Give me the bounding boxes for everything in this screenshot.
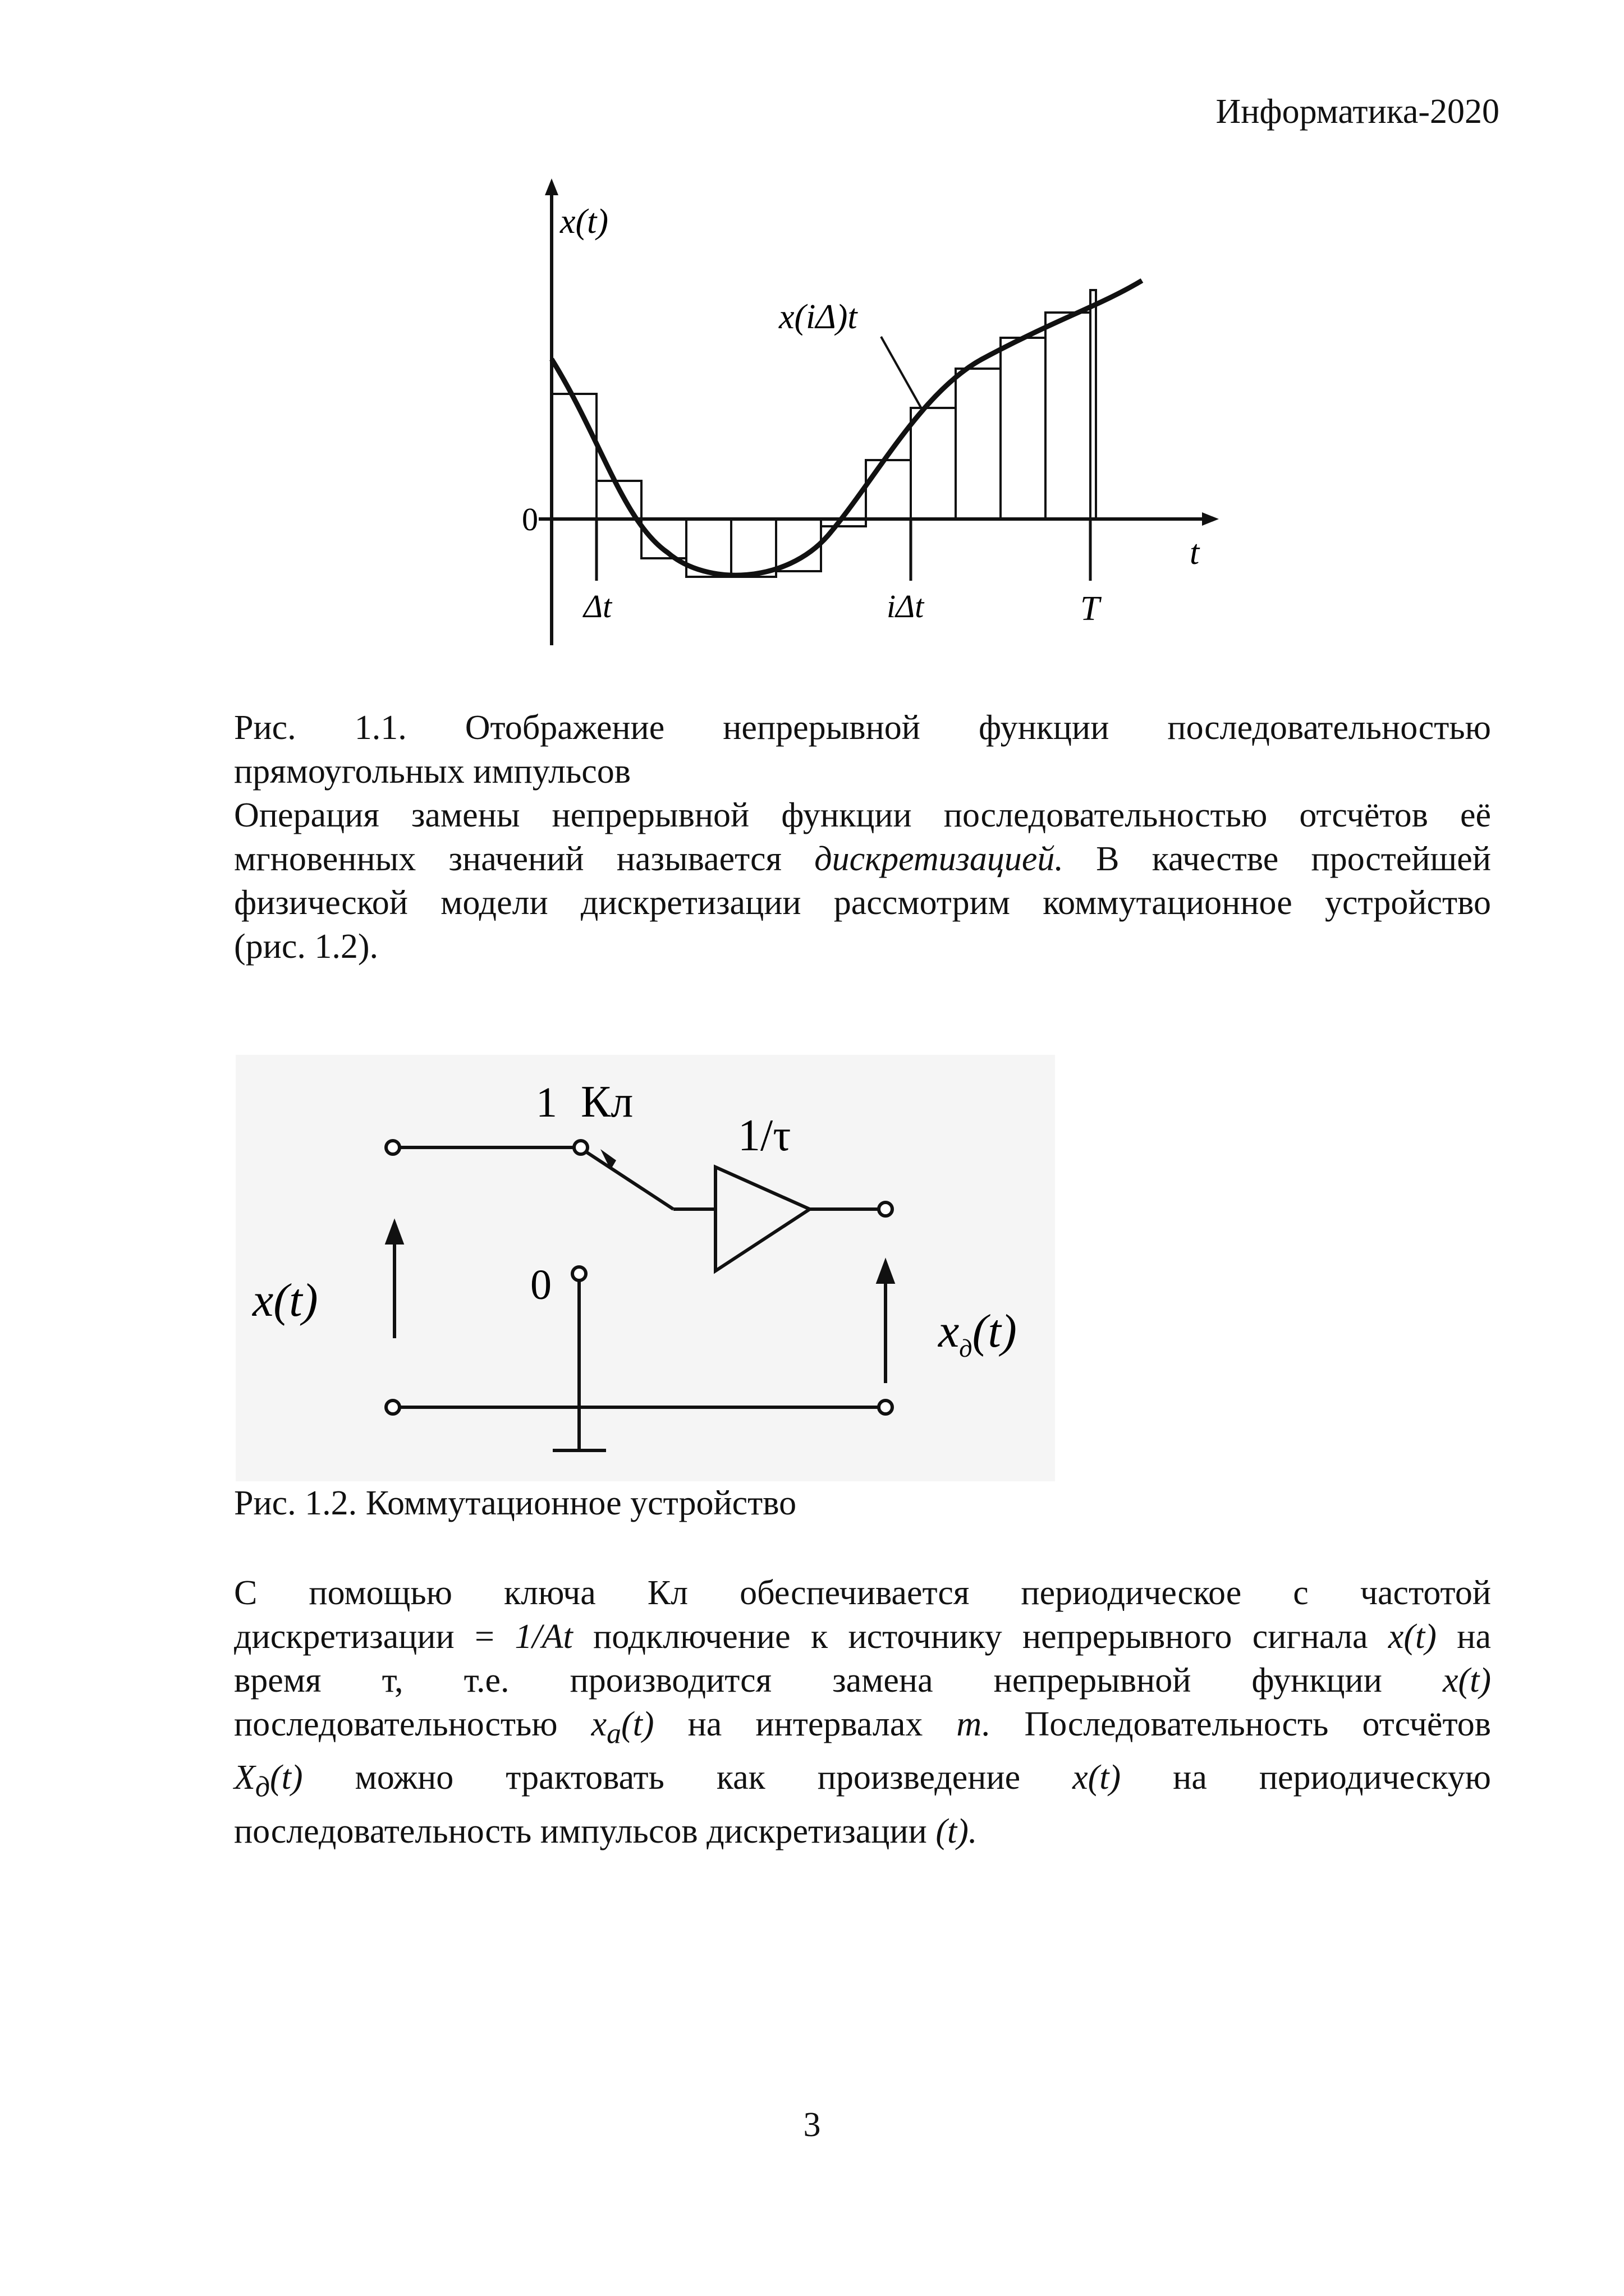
term-discretization: дискретизацией. <box>814 840 1063 878</box>
tick-label-delta-t: Δt <box>584 588 612 624</box>
figure-1-1-sampling-graph <box>505 168 1235 673</box>
page-number: 3 <box>803 2106 821 2144</box>
running-header: Информатика-2020 <box>1215 93 1499 131</box>
paragraph-line: Операция замены непрерывной функции последовательностью отсчётов её <box>234 796 1491 834</box>
paragraph-line: дискретизации = 1/Аt подключение к источнику непрерывного сигнала x(t) на <box>234 1618 1491 1656</box>
switch-position-1-label: 1 <box>536 1079 557 1126</box>
y-axis-arrow <box>545 178 558 195</box>
origin-label: 0 <box>522 501 538 538</box>
figure-1-2-switching-device <box>236 1055 1055 1481</box>
paragraph-line: физической модели дискретизации рассмотрим коммутационное устройство <box>234 884 1491 922</box>
x-axis-label: t <box>1190 534 1200 572</box>
paragraph-line: (рис. 1.2). <box>234 927 378 966</box>
paragraph-discretization <box>234 793 1491 968</box>
paragraph-line: мгновенных значений называется дискретизацией. В качестве простейшей <box>234 840 1491 878</box>
paragraph-line: время т, т.е. производится замена непрерывной функции x(t) <box>234 1661 1491 1700</box>
paragraph-line: последовательностью $x_a(t)$ на интервалах т. Последовательность отсчётов <box>234 1705 1492 1750</box>
y-axis-label: x(t) <box>560 203 609 241</box>
figure-1-1-caption-line2: прямоугольных импульсов <box>234 752 631 791</box>
curve-label: x(iΔ)t <box>779 298 857 336</box>
x-axis-arrow <box>1202 512 1219 526</box>
switch-name-label: Кл <box>581 1077 634 1127</box>
curve-label-leader <box>881 337 921 408</box>
paragraph-switch-description <box>234 1571 1491 1853</box>
paragraph-line: С помощью ключа Кл обеспечивается периодическое с частотой <box>234 1574 1491 1612</box>
tick-label-T: T <box>1080 590 1100 628</box>
paragraph-line: последовательность импульсов дискретизации (t). <box>234 1812 978 1850</box>
output-signal-label: $x_д(t)$ <box>938 1305 1017 1362</box>
tick-label-i-delta-t: iΔt <box>887 588 924 624</box>
tick-marks <box>597 519 1090 581</box>
gain-label: 1/τ <box>738 1111 791 1160</box>
paragraph-line: $X_д(t)$ можно трактовать как произведение x(t) на периодическую <box>234 1758 1491 1803</box>
figure-1-1-caption-line1: Рис. 1.1. Отображение непрерывной функции последовательностью <box>234 709 1491 747</box>
figure-1-2-caption: Рис. 1.2. Коммутационное устройство <box>234 1484 797 1522</box>
switch-position-0-label: 0 <box>530 1261 552 1308</box>
axes <box>539 178 1219 645</box>
input-signal-label: x(t) <box>253 1274 318 1326</box>
